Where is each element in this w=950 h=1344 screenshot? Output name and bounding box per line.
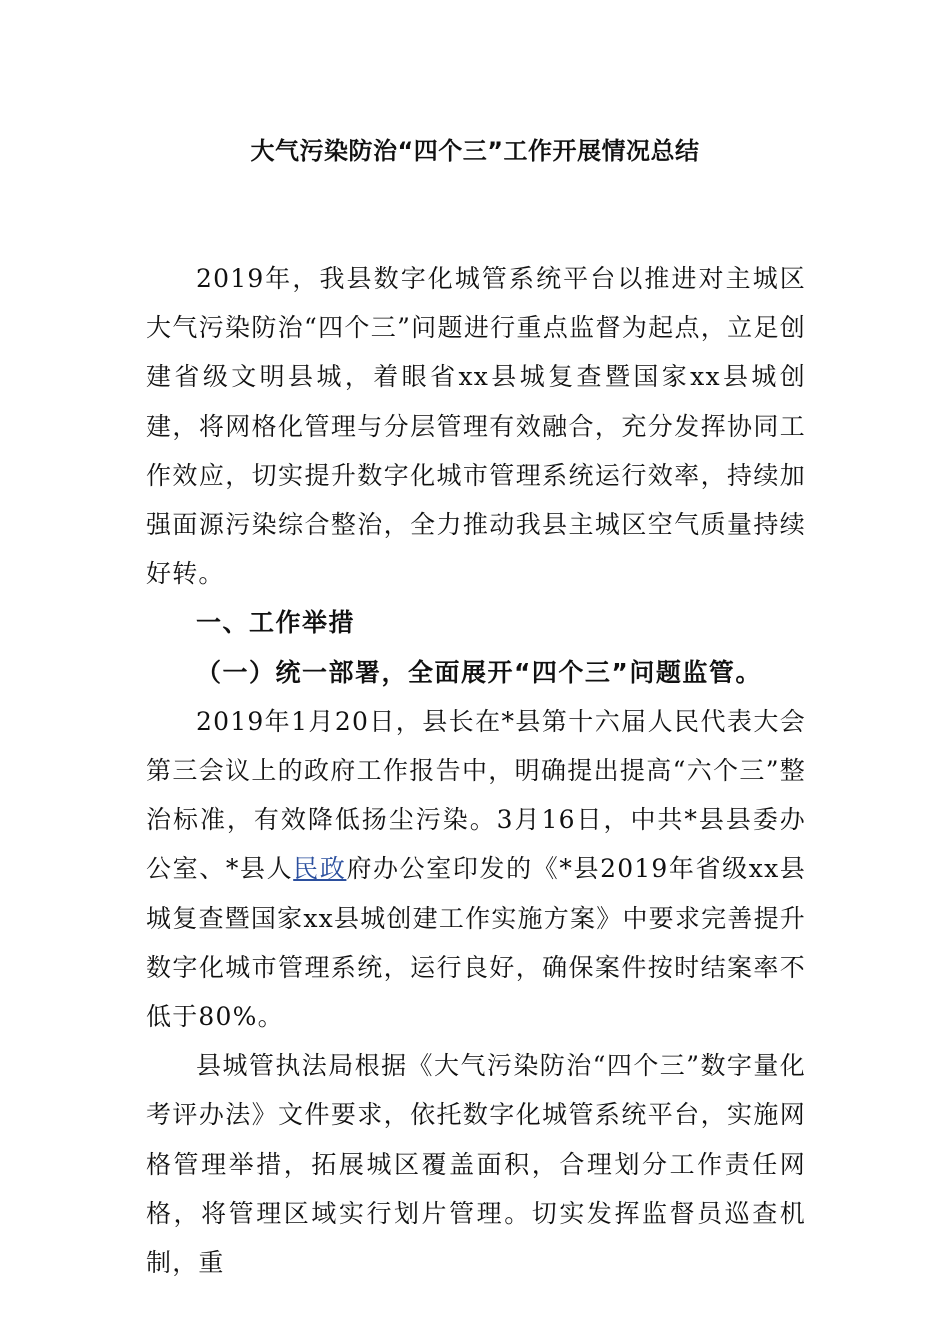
subsection-heading: （一）统一部署，全面展开“四个三”问题监管。 [196, 657, 762, 687]
paragraph-text: 府办公室印发的《*县2019年省级xx县城复查暨国家xx县城创建工作实施方案》中要求完善提升数字化城市管理系统，运行良好，确保案件按时结案率不低于80%。 [146, 854, 806, 1032]
section-heading: 一、工作举措 [196, 608, 356, 638]
document-body [146, 254, 806, 1287]
paragraph-text: 2019年1月20日，县长在*县第十六届人民代表大会第三会议上的政府工作报告中，明确提出提高“六个三”整治标准，有效降低扬尘污染。3月16日，中共*县县委办公室、*县人 [146, 706, 806, 884]
minzheng-link[interactable]: 民政 [293, 854, 347, 884]
body-paragraph-2 [146, 697, 806, 1041]
intro-paragraph: 2019年，我县数字化城管系统平台以推进对主城区大气污染防治“四个三”问题进行重点监督为起点，立足创建省级文明县城，着眼省xx县城复查暨国家xx县城创建，将网格化管理与分层管理有效融合，充分发挥协同工作效应，切实提升数字化城市管理系统运行效率，持续加强面源污染综合整治，全力推动我县主城区空气质量持续好转。 [146, 264, 806, 589]
document-title: 大气污染防治“四个三”工作开展情况总结 [250, 137, 700, 165]
body-paragraph-3: 县城管执法局根据《大气污染防治“四个三”数字量化考评办法》文件要求，依托数字化城管系统平台，实施网格管理举措，拓展城区覆盖面积，合理划分工作责任网格，将管理区域实行划片管理。切实发挥监督员巡查机制，重 [146, 1051, 806, 1278]
